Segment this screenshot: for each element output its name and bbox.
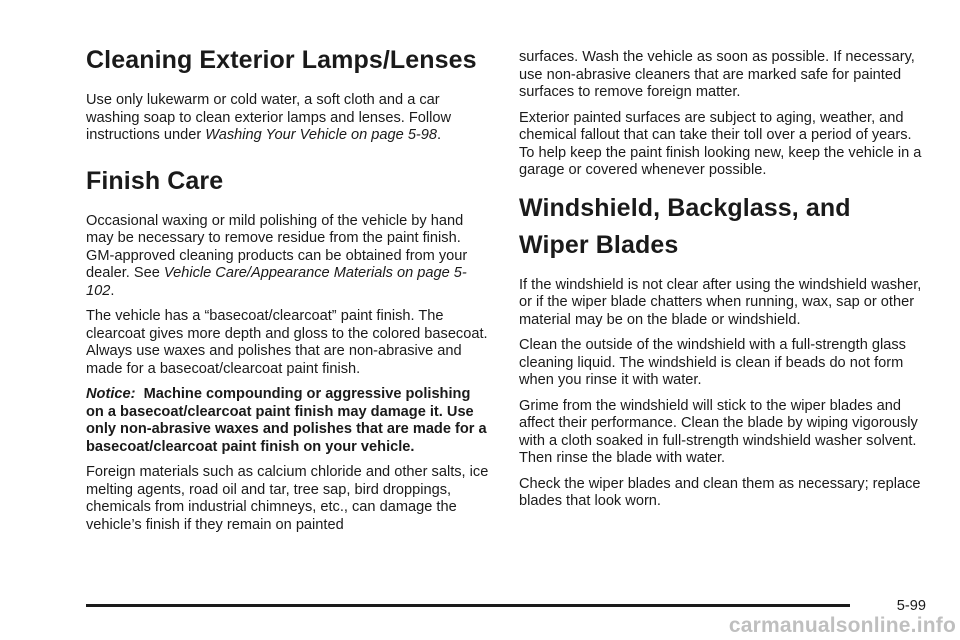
paragraph-windshield-not-clear: If the windshield is not clear after using the windshield washer, or if the wiper blade chatters when running, wax, sap or other material may be on the blade or windshield. bbox=[519, 276, 922, 328]
paragraph-basecoat: The vehicle has a “basecoat/clearcoat” paint finish. The clearcoat gives more depth and gloss to the colored basecoat. Always use waxes and polishes that are non-abrasive and made for a basecoat/clearcoat paint finish. bbox=[86, 308, 488, 377]
link-washing-your-vehicle[interactable]: Washing Your Vehicle on page 5-98 bbox=[205, 127, 438, 143]
paragraph-wash-surfaces: surfaces. Wash the vehicle as soon as possible. If necessary, use non-abrasive cleaners that are marked safe for painted surfaces to remove foreign matter. bbox=[519, 49, 915, 100]
paragraph-check-blades: Check the wiper blades and clean them as necessary; replace blades that look worn. bbox=[519, 475, 921, 509]
paragraph-lamps bbox=[86, 92, 491, 145]
notice-block bbox=[86, 386, 491, 456]
paragraph-clean-outside: Clean the outside of the windshield with a full-strength glass cleaning liquid. The windshield is clean if beads do not form when you rinse it with water. bbox=[519, 337, 906, 388]
paragraph-finish-care bbox=[86, 213, 491, 301]
paragraph-grime: Grime from the windshield will stick to the wiper blades and affect their performance. Clean the blade by wiping vigorously with a cloth soaked in full-strength windshield washer solvent. Then rinse the blade with water. bbox=[519, 397, 918, 466]
paragraph-aging-weather: Exterior painted surfaces are subject to aging, weather, and chemical fallout that can take their toll over a period of years. To help keep the paint finish looking new, keep the vehicle in a garage or covered whenever possible. bbox=[519, 109, 922, 178]
notice-label: Notice: bbox=[86, 386, 136, 402]
left-column bbox=[86, 40, 491, 542]
heading-windshield-wiper: Windshield, Backglass, and Wiper Blades bbox=[519, 193, 851, 259]
paragraph-lamps-text: Use only lukewarm or cold water, a soft cloth and a car washing soap to clean exterior lamps and lenses. Follow instructions under bbox=[86, 92, 452, 143]
paragraph-foreign-materials: Foreign materials such as calcium chloride and other salts, ice melting agents, road oil and tar, tree sap, bird droppings, chemicals from industrial chimneys, etc., can damage the vehicle’s finish if they remain on painted bbox=[86, 464, 489, 533]
page-number: 5-99 bbox=[896, 598, 926, 614]
watermark: carmanualsonline.info bbox=[728, 614, 956, 637]
heading-cleaning-exterior-lamps: Cleaning Exterior Lamps/Lenses bbox=[86, 46, 477, 74]
paragraph-finish-care-end: . bbox=[110, 282, 115, 299]
link-vehicle-care-materials[interactable]: Vehicle Care/Appearance Materials on page 5-102 bbox=[86, 265, 467, 299]
footer-rule bbox=[86, 604, 850, 607]
right-column bbox=[519, 49, 924, 519]
paragraph-lamps-end: . bbox=[437, 127, 442, 143]
paragraph-finish-care-text: Occasional waxing or mild polishing of the vehicle by hand may be necessary to remove residue from the paint finish. GM-approved cleaning products can be obtained from your dealer. See bbox=[86, 212, 468, 281]
notice-text: Machine compounding or aggressive polishing on a basecoat/clearcoat paint finish may damage it. Use only non-abrasive waxes and polishes that are made for a basecoat/clearcoat paint finish on your vehicle. bbox=[86, 386, 487, 455]
heading-finish-care: Finish Care bbox=[86, 166, 224, 195]
